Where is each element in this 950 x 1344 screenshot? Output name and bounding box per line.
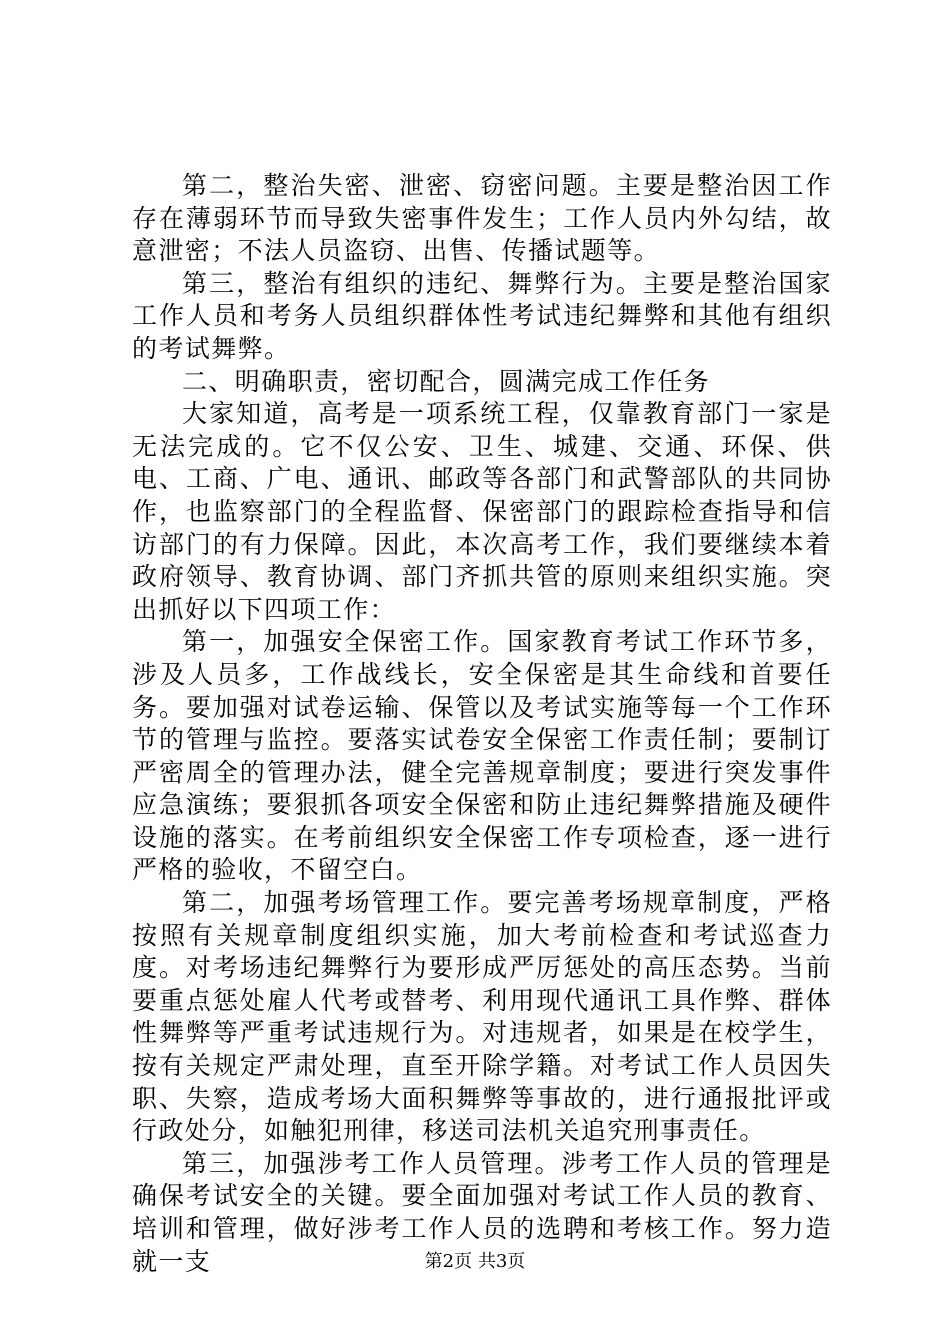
page-number-footer: 第2页 共3页 [424,1251,526,1272]
paragraph: 第二，加强考场管理工作。要完善考场规章制度，严格按照有关规章制度组织实施，加大考前检查和考试巡查力度。对考场违纪舞弊行为要形成严厉惩处的高压态势。当前要重点惩处雇人代考或替考、利用现代通讯工具作弊、群体性舞弊等严重考试违规行为。对违规者，如果是在校学生，按有关规定严肃处理，直至开除学籍。对考试工作人员因失职、失察，造成考场大面积舞弊等事故的，进行通报批评或行政处分，如触犯刑律，移送司法机关追究刑事责任。 [132,888,832,1146]
paragraph: 第二，整治失密、泄密、窃密问题。主要是整治因工作存在薄弱环节而导致失密事件发生；工作人员内外勾结，故意泄密；不法人员盗窃、出售、传播试题等。 [132,171,832,266]
paragraph: 第三，加强涉考工作人员管理。涉考工作人员的管理是确保考试安全的关键。要全面加强对考试工作人员的教育、培训和管理，做好涉考工作人员的选聘和考核工作。努力造就一支 [132,1148,832,1276]
paragraph: 大家知道，高考是一项系统工程，仅靠教育部门一家是无法完成的。它不仅公安、卫生、城建、交通、环保、供电、工商、广电、通讯、邮政等各部门和武警部队的共同协作，也监察部门的全程监督、保密部门的跟踪检查指导和信访部门的有力保障。因此，本次高考工作，我们要继续本着政府领导、教育协调、部门齐抓共管的原则来组织实施。突出抓好以下四项工作： [132,399,832,624]
document-body [132,170,832,1278]
section-heading: 二、明确职责，密切配合，圆满完成工作任务 [182,366,711,396]
paragraph: 第三，整治有组织的违纪、舞弊行为。主要是整治国家工作人员和考务人员组织群体性考试违纪舞弊和其他有组织的考试舞弊。 [132,268,832,363]
paragraph: 第一，加强安全保密工作。国家教育考试工作环节多，涉及人员多，工作战线长，安全保密是其生命线和首要任务。要加强对试卷运输、保管以及考试实施等每一个工作环节的管理与监控。要落实试卷安全保密工作责任制；要制订严密周全的管理办法，健全完善规章制度；要进行突发事件应急演练；要狠抓各项安全保密和防止违纪舞弊措施及硬件设施的落实。在考前组织安全保密工作专项检查，逐一进行严格的验收，不留空白。 [132,627,832,885]
